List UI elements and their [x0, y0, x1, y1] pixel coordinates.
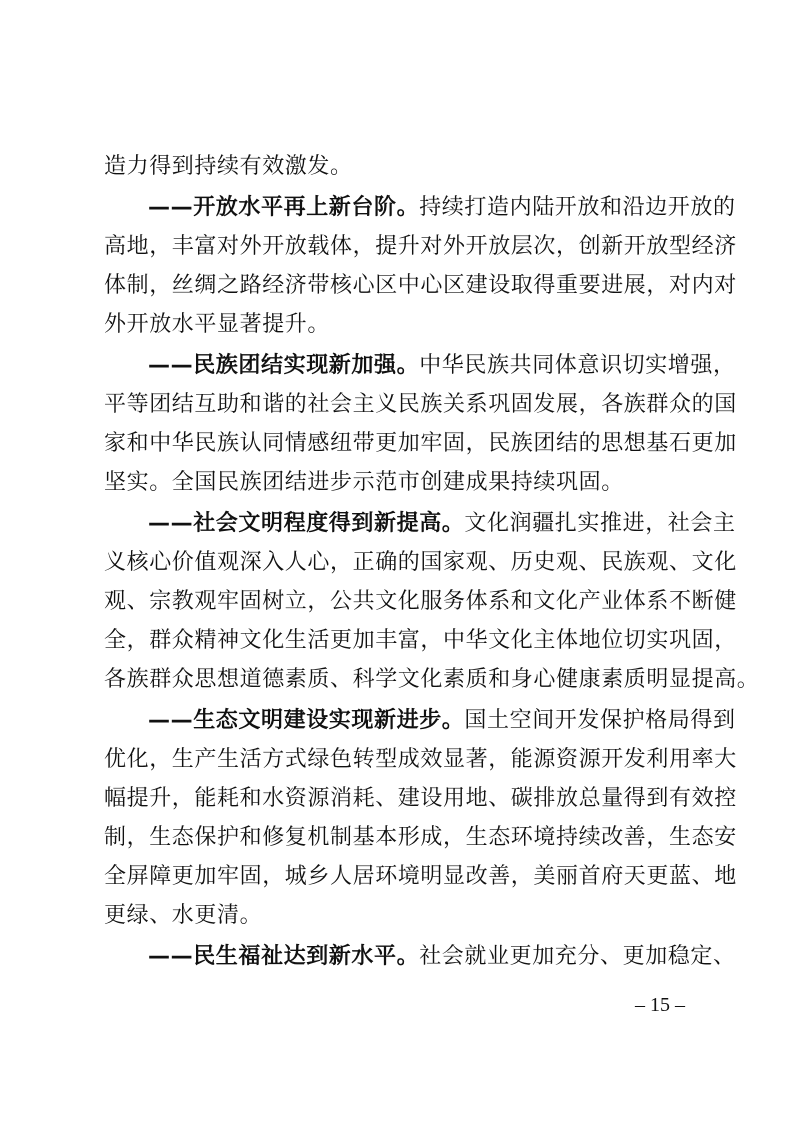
section-heading-social-civility: ——社会文明程度得到新提高。 — [148, 511, 465, 536]
section-ecology-line: ——生态文明建设实现新进步。国土空间开发保护格局得到 — [148, 708, 736, 733]
text-line: 造力得到持续有效激发。 — [104, 154, 353, 179]
text-line: 全，群众精神文化生活更加丰富，中华文化主体地位切实巩固， — [104, 628, 737, 653]
text-line: 高地，丰富对外开放载体，提升对外开放层次，创新开放型经济 — [104, 234, 737, 259]
text-line: 优化，生产生活方式绿色转型成效显著，能源资源开发利用率大 — [104, 747, 737, 772]
text-line: 全屏障更加牢固，城乡人居环境明显改善，美丽首府天更蓝、地 — [104, 864, 737, 889]
text-line: 家和中华民族认同情感纽带更加牢固，民族团结的思想基石更加 — [104, 431, 737, 456]
text-line: 体制，丝绸之路经济带核心区中心区建设取得重要进展，对内对 — [104, 273, 737, 298]
section-opening-line: ——开放水平再上新台阶。持续打造内陆开放和沿边开放的 — [148, 195, 736, 220]
section-ethnic-unity-line: ——民族团结实现新加强。中华民族共同体意识切实增强， — [148, 353, 736, 378]
text-line: 幅提升，能耗和水资源消耗、建设用地、碳排放总量得到有效控 — [104, 786, 737, 811]
section-heading-ethnic-unity: ——民族团结实现新加强。 — [148, 353, 420, 378]
text-line: 更绿、水更清。 — [104, 903, 263, 928]
text-line: 外开放水平显著提升。 — [104, 312, 331, 337]
section-social-civility-line: ——社会文明程度得到新提高。文化润疆扎实推进，社会主 — [148, 511, 736, 536]
section-livelihood-line: ——民生福祉达到新水平。社会就业更加充分、更加稳定、 — [148, 944, 736, 969]
text-line: 坚实。全国民族团结进步示范市创建成果持续巩固。 — [104, 470, 624, 495]
text-line: 各族群众思想道德素质、科学文化素质和身心健康素质明显提高。 — [104, 667, 760, 692]
section-heading-ecology: ——生态文明建设实现新进步。 — [148, 708, 465, 733]
page-number: – 15 – — [635, 994, 685, 1016]
section-heading-livelihood: ——民生福祉达到新水平。 — [148, 944, 420, 969]
text-line: 义核心价值观深入人心，正确的国家观、历史观、民族观、文化 — [104, 550, 737, 575]
section-heading-opening: ——开放水平再上新台阶。 — [148, 195, 420, 220]
text-line: 制，生态保护和修复机制基本形成，生态环境持续改善，生态安 — [104, 825, 737, 850]
text-line: 平等团结互助和谐的社会主义民族关系巩固发展，各族群众的国 — [104, 392, 737, 417]
text-line: 观、宗教观牢固树立，公共文化服务体系和文化产业体系不断健 — [104, 589, 737, 614]
